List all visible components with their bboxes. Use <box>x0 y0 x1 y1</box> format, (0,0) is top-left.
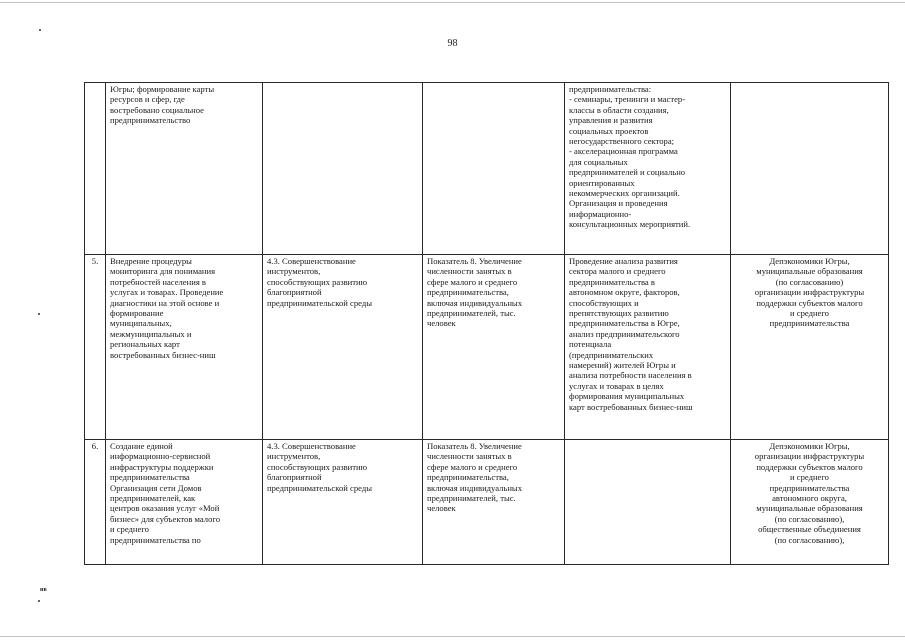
measures-table <box>84 82 889 565</box>
text-line: информационно-сервисной <box>110 451 211 462</box>
text-line: предпринимательство <box>110 115 191 126</box>
text-line: диагностики на этой основе и <box>110 297 220 308</box>
text-line: сектора малого и среднего <box>569 266 666 277</box>
cell-activity <box>106 83 263 255</box>
text-line: Организация и проведения <box>569 198 668 209</box>
cell-responsible <box>731 440 889 565</box>
cell-activity <box>106 440 263 565</box>
footer-mark: нв <box>40 587 47 593</box>
text-line: препятствующих развитию <box>569 308 669 319</box>
text-line: межмуниципальных и <box>110 328 192 339</box>
text-line: предпринимательства <box>769 482 850 493</box>
text-line: карт востребованных бизнес-ниш <box>569 401 693 412</box>
text-line: - акселерационная программа <box>569 146 678 157</box>
text-line: потенциала <box>569 339 612 350</box>
text-line: - семинары, тренинги и мастер- <box>569 94 686 105</box>
text-line: благоприятной <box>267 287 322 298</box>
scan-edge-bottom <box>0 636 905 637</box>
cell-measure <box>263 440 423 565</box>
text-line: способствующих и <box>569 297 639 308</box>
text-line: благоприятной <box>267 472 322 483</box>
text-line: (предпринимательских <box>569 349 654 360</box>
text-line: способствующих развитию <box>267 276 368 287</box>
cell-number <box>85 255 106 440</box>
text-line: услугах и товарах в целях <box>569 380 664 391</box>
text-line: бизнес» для субъектов малого <box>110 513 220 524</box>
text-line: муниципальные образования <box>756 266 863 277</box>
text-line: численности занятых в <box>427 451 512 462</box>
text-line: востребовано социальное <box>110 104 204 115</box>
cell-number <box>85 440 106 565</box>
text-line: мониторинга для понимания <box>110 266 216 277</box>
text-line: и среднего <box>790 472 829 483</box>
text-line: Внедрение процедуры <box>110 256 192 266</box>
text-line: Показатель 8. Увеличение <box>427 256 522 266</box>
text-line: предпринимательской среды <box>267 482 372 493</box>
page-number: 98 <box>447 38 458 49</box>
text-line: инструментов, <box>267 266 321 277</box>
text-line: инструментов, <box>267 451 321 462</box>
text-line: предпринимательства по <box>110 534 201 545</box>
text-line: (по согласованию), <box>774 513 845 524</box>
text-line: Проведение анализа развития <box>569 256 678 266</box>
text-line: муниципальные образования <box>756 503 863 514</box>
cell-responsible <box>731 255 889 440</box>
text-line: информационно- <box>569 208 632 219</box>
text-line: (по согласованию), <box>774 534 845 545</box>
text-line: ориентированных <box>569 177 635 188</box>
cell-indicator <box>423 83 565 255</box>
text-line: формирование <box>110 308 164 319</box>
text-line: сфере малого и среднего <box>427 276 518 287</box>
text-line: формирования муниципальных <box>569 391 685 402</box>
text-line: предпринимателей, как <box>110 493 196 504</box>
text-line: услугах и товарах. Проведение <box>110 287 224 298</box>
text-line: негосударственного сектора; <box>569 136 675 147</box>
text-line: и среднего <box>110 524 149 535</box>
cell-activity <box>106 255 263 440</box>
text-line: включая индивидуальных <box>427 482 523 493</box>
text-line: 4.3. Совершенствование <box>267 441 356 451</box>
text-line: предпринимателей, тыс. <box>427 493 516 504</box>
text-line: инфраструктуры поддержки <box>110 461 214 472</box>
text-line: для социальных <box>569 156 628 167</box>
text-line: предпринимательской среды <box>267 297 372 308</box>
text-line: численности занятых в <box>427 266 512 277</box>
text-line: включая индивидуальных <box>427 297 523 308</box>
scan-speck <box>39 29 41 31</box>
text-line: (по согласованию) <box>775 276 844 287</box>
text-line: человек <box>427 503 456 514</box>
text-line: Депэкономики Югры, <box>769 441 850 451</box>
text-line: способствующих развитию <box>267 461 368 472</box>
text-line: ресурсов и сфер, где <box>110 94 185 105</box>
table-row <box>85 83 889 255</box>
text-line: предпринимательства <box>769 318 850 329</box>
text-line: и среднего <box>790 308 829 319</box>
text-line: человек <box>427 318 456 329</box>
text-line: предпринимательства в Югре, <box>569 318 680 329</box>
text-line: муниципальных, <box>110 318 172 329</box>
text-line: некоммерческих организаций. <box>569 188 680 199</box>
text-line: предпринимателей и социально <box>569 167 686 178</box>
text-line: организации инфраструктуры <box>754 287 865 298</box>
text-line: Югры; формирование карты <box>110 84 215 94</box>
text-line: центров оказания услуг «Мой <box>110 503 220 514</box>
text-line: поддержки субъектов малого <box>756 297 863 308</box>
cell-number <box>85 83 106 255</box>
text-line: классы в области создания, <box>569 104 669 115</box>
text-line: намерений) жителей Югры и <box>569 360 676 371</box>
text-line: управления и развития <box>569 115 653 126</box>
text-line: общественные объединения <box>758 524 861 535</box>
table-row <box>85 440 889 565</box>
text-line: востребованных бизнес-ниш <box>110 349 216 360</box>
text-line: предпринимательства: <box>569 84 652 94</box>
scan-edge-top <box>0 2 905 3</box>
scan-speck <box>38 313 40 315</box>
text-line: сфере малого и среднего <box>427 461 518 472</box>
scan-speck <box>38 600 40 602</box>
cell-description <box>565 83 731 255</box>
text-line: анализа потребности населения в <box>569 370 692 381</box>
cell-indicator <box>423 440 565 565</box>
text-line: предпринимательства в <box>569 276 655 287</box>
row-number: 6. <box>91 441 99 451</box>
cell-description <box>565 440 731 565</box>
text-line: 4.3. Совершенствование <box>267 256 356 266</box>
text-line: организации инфраструктуры <box>754 451 865 462</box>
cell-responsible <box>731 83 889 255</box>
text-line: Организация сети Домов <box>110 482 202 493</box>
text-line: автономном округе, факторов, <box>569 287 680 298</box>
text-line: предпринимательства, <box>427 472 509 483</box>
text-line: социальных проектов <box>569 125 649 136</box>
text-line: поддержки субъектов малого <box>756 461 863 472</box>
text-line: анализ предпринимательского <box>569 328 680 339</box>
cell-description <box>565 255 731 440</box>
text-line: предпринимательства, <box>427 287 509 298</box>
cell-measure <box>263 255 423 440</box>
text-line: предпринимателей, тыс. <box>427 308 516 319</box>
cell-indicator <box>423 255 565 440</box>
text-line: автономного округа, <box>772 493 847 504</box>
text-line: Депэкономики Югры, <box>769 256 850 266</box>
table-row <box>85 255 889 440</box>
cell-measure <box>263 83 423 255</box>
text-line: консультационных мероприятий. <box>569 219 691 230</box>
text-line: предпринимательства <box>110 472 190 483</box>
row-number: 5. <box>91 256 99 266</box>
text-line: потребностей населения в <box>110 276 206 287</box>
text-line: Создание единой <box>110 441 173 451</box>
text-line: Показатель 8. Увеличение <box>427 441 522 451</box>
text-line: региональных карт <box>110 339 180 350</box>
